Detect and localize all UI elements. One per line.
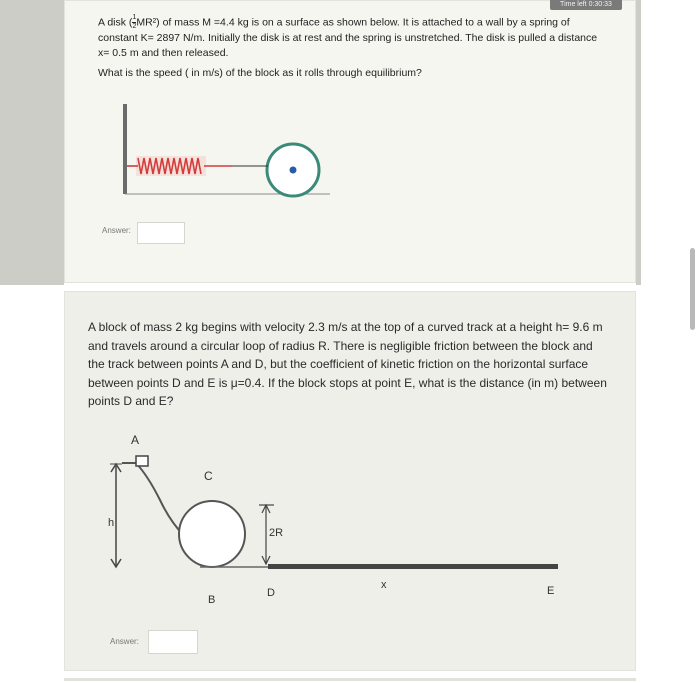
friction-surface bbox=[268, 564, 558, 569]
answer-input-2[interactable] bbox=[148, 630, 198, 654]
start-block bbox=[136, 456, 148, 466]
label-a: A bbox=[131, 433, 140, 447]
label-h: h bbox=[108, 517, 115, 529]
wall bbox=[123, 104, 127, 194]
scrollbar[interactable] bbox=[690, 248, 695, 330]
timer-badge: Time left 0:30:33 bbox=[550, 0, 622, 10]
q1-question: What is the speed ( in m/s) of the block as it rolls through equilibrium? bbox=[98, 67, 422, 79]
label-e: E bbox=[547, 585, 555, 597]
label-x: x bbox=[381, 579, 387, 591]
label-d: D bbox=[267, 587, 275, 599]
q1-intro-start: A disk ( bbox=[98, 16, 133, 29]
background-strip-left bbox=[0, 0, 64, 285]
label-c: C bbox=[204, 469, 213, 483]
next-card-edge bbox=[64, 678, 636, 681]
label-2r: 2R bbox=[269, 527, 284, 539]
spring-highlight bbox=[136, 156, 206, 176]
loop-circle bbox=[179, 501, 245, 567]
fraction: $\frac{1}{2}$ bbox=[132, 14, 137, 30]
question-2-text: A block of mass 2 kg begins with velocity 2.3 m/s at the top of a curved track at a height h= 9.6 m and travels around a circular loop of radius R. There is negligible friction between the block and the track between points A and D, but the coefficient of kinetic friction on the horizontal surface between points D and E is μ=0.4. If the block stops at point E, what is the distance (in m) between points D and E? bbox=[88, 320, 607, 408]
spring-disk-diagram bbox=[100, 104, 340, 204]
answer-input-1[interactable] bbox=[137, 222, 185, 244]
label-b: B bbox=[208, 594, 216, 606]
loop-track-diagram bbox=[100, 428, 570, 608]
question-1-text bbox=[98, 14, 598, 86]
answer-label-1: Answer: bbox=[102, 226, 131, 235]
q1-intro-rest: MR²) of mass M =4.4 kg is on a surface as shown below. It is attached to a wall by a spring of constant K= 2897 N/m. Initially the disk is at rest and the spring is unstretched. The disk is pulled a distance x= 0.5 m and then released. bbox=[98, 16, 598, 59]
background-strip-right bbox=[636, 0, 641, 285]
answer-label-2: Answer: bbox=[110, 637, 139, 646]
disk-center-dot bbox=[290, 167, 297, 174]
